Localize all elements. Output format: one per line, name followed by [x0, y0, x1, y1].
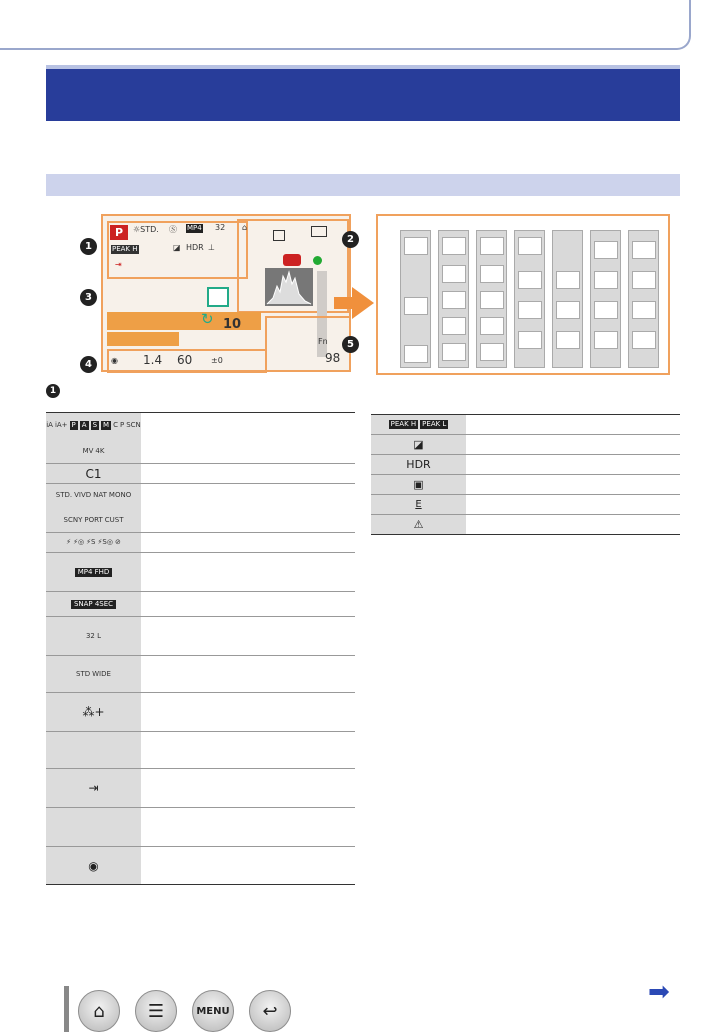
description-cell	[141, 484, 355, 532]
card-icon: ⇥	[115, 260, 122, 269]
table-row	[371, 495, 680, 515]
table-row	[371, 475, 680, 495]
mode-icon: M	[103, 421, 110, 429]
tab-icon	[480, 237, 504, 255]
area-3-strip-2	[107, 332, 179, 346]
icon-cell	[46, 847, 141, 884]
description-cell	[141, 732, 355, 768]
photo-style-icon: NAT	[93, 491, 107, 499]
mode-icon: iA+	[54, 421, 68, 429]
home-icon: ⌂	[93, 1000, 105, 1022]
shooting-icon: ◉	[111, 356, 118, 365]
hdr-icon: HDR	[406, 458, 431, 471]
tab-icon	[442, 265, 466, 283]
electronic-shutter-icon: E	[415, 499, 422, 510]
table-row	[46, 732, 355, 769]
icon-cell	[371, 415, 466, 434]
icon-cell	[46, 617, 141, 655]
arrow-shaft	[334, 297, 354, 309]
table-row	[46, 847, 355, 884]
mode-icon: A	[81, 421, 87, 429]
tab-icon	[480, 343, 504, 361]
left-icon-table	[46, 412, 355, 885]
aperture-value: 1.4	[143, 353, 163, 367]
shutter-value: 60	[177, 353, 193, 367]
flash-icon: Ⓢ	[169, 225, 177, 234]
tab-icon	[518, 331, 542, 349]
table-row	[371, 415, 680, 435]
photo-style-icon: MONO	[108, 491, 132, 499]
table-row	[46, 413, 355, 464]
icon-cell	[371, 515, 466, 534]
description-cell	[141, 693, 355, 731]
camera-icon: ◉	[88, 858, 99, 873]
tab-column-2	[438, 230, 469, 368]
flash-icon: ⚡◎	[73, 538, 85, 546]
flash-icon: ⚡	[66, 538, 72, 546]
list-icon: ☰	[147, 1000, 165, 1022]
tab-icon	[404, 345, 428, 363]
tab-icon	[518, 301, 542, 319]
table-row	[46, 592, 355, 617]
mode-icon: MV	[82, 447, 94, 455]
marker-5: 5	[342, 336, 359, 353]
tab-icon	[442, 291, 466, 309]
table-row	[46, 656, 355, 693]
page-header-frame	[0, 0, 691, 50]
tab-column-7	[628, 230, 659, 368]
tab-icon	[442, 237, 466, 255]
marker-3: 3	[80, 289, 97, 306]
icon-cell	[371, 455, 466, 474]
histogram	[265, 268, 313, 306]
std-icon: STD	[76, 669, 91, 678]
description-cell	[141, 769, 355, 807]
level-icon: ⊥	[208, 243, 215, 252]
mode-icon: P	[71, 421, 76, 429]
icon-cell	[46, 484, 141, 532]
next-page-button[interactable]	[648, 979, 670, 1005]
description-cell	[466, 415, 680, 434]
tab-icon	[518, 237, 542, 255]
tab-icon	[594, 241, 618, 259]
mode-icon: C	[113, 421, 118, 429]
contents-button[interactable]	[135, 990, 177, 1032]
icon-cell	[46, 693, 141, 731]
mode-icon: iA	[46, 421, 53, 429]
icon-cell	[46, 656, 141, 692]
tab-icon	[556, 301, 580, 319]
tab-icon	[442, 317, 466, 335]
battery-icon	[311, 226, 327, 237]
photo-style-icon: STD.	[55, 491, 73, 499]
icon-cell	[371, 435, 466, 454]
marker-2: 2	[342, 231, 359, 248]
icon-cell	[46, 732, 141, 768]
tab-icon	[480, 291, 504, 309]
snap-movie-icon: SNAP 4SEC	[71, 600, 116, 609]
table-row	[46, 553, 355, 592]
tab-icon	[594, 301, 618, 319]
exposure-value: ±0	[211, 356, 223, 365]
menu-button[interactable]	[192, 990, 234, 1032]
photo-style-icon: CUST	[104, 516, 124, 524]
photo-style-icon: PORT	[84, 516, 103, 524]
touch-tab-panel	[376, 214, 670, 375]
remaining-shots: 98	[325, 351, 341, 365]
mode-icon: P	[119, 421, 125, 429]
tab-column-4	[514, 230, 545, 368]
home-button[interactable]	[78, 990, 120, 1032]
fn-tab-label: Fn	[318, 337, 328, 346]
title-bar	[46, 65, 680, 121]
marker-1: 1	[80, 238, 97, 255]
highlight-icon: ◪	[173, 243, 181, 252]
icon-cell	[46, 769, 141, 807]
description-cell	[141, 533, 355, 552]
description-cell	[141, 808, 355, 846]
description-cell	[466, 455, 680, 474]
hdr-icon: HDR	[186, 243, 204, 252]
table-row	[371, 435, 680, 455]
description-cell	[466, 495, 680, 514]
icon-cell	[46, 464, 141, 483]
mode-p-icon: P	[110, 225, 128, 240]
flash-icon: ⚡S	[86, 538, 96, 546]
table-row	[371, 455, 680, 475]
tab-column-1	[400, 230, 431, 368]
tab-column-5	[552, 230, 583, 368]
photo-style-icon: VIVD	[74, 491, 92, 499]
icon-cell	[46, 808, 141, 846]
back-button[interactable]	[249, 990, 291, 1032]
description-cell	[141, 656, 355, 692]
table-row	[46, 484, 355, 533]
right-icon-table	[371, 414, 680, 535]
table-row	[46, 617, 355, 656]
description-cell	[466, 435, 680, 454]
tab-icon	[404, 267, 426, 283]
tab-column-3	[476, 230, 507, 368]
table-row	[371, 515, 680, 534]
tab-icon	[518, 271, 542, 289]
highlight-shadow-icon: ◪	[413, 438, 424, 451]
icon-cell	[371, 495, 466, 514]
tab-icon	[632, 271, 656, 289]
peak-high-icon: PEAK H	[390, 420, 417, 428]
mode-icon: 4K	[95, 447, 105, 455]
image-size-icon: 32	[215, 223, 226, 232]
drive-icon: ⌂	[242, 223, 248, 232]
picture-size-icon: 32 L	[85, 631, 102, 640]
self-timer-icon: ↻	[201, 310, 214, 328]
mode-icon: S	[92, 421, 98, 429]
tab-icon	[480, 265, 504, 283]
filter-icon: ⁂+	[82, 705, 105, 719]
overheat-icon: ⚠	[413, 518, 424, 531]
description-cell	[141, 553, 355, 591]
icon-cell	[46, 592, 141, 616]
tab-column-6	[590, 230, 621, 368]
table-row	[46, 464, 355, 484]
description-cell	[141, 847, 355, 884]
tab-icon	[594, 331, 618, 349]
description-cell	[141, 464, 355, 483]
flash-icon: ⚡S◎	[97, 538, 113, 546]
tab-icon	[556, 271, 580, 289]
self-timer-count: 10	[223, 317, 242, 332]
description-cell	[466, 515, 680, 534]
tab-icon	[404, 297, 428, 315]
icon-cell	[46, 553, 141, 591]
table-row	[46, 769, 355, 808]
arrow-head	[352, 287, 374, 319]
tab-icon	[480, 317, 504, 335]
description-cell	[141, 617, 355, 655]
icon-cell	[46, 533, 141, 552]
tab-icon	[632, 331, 656, 349]
tab-icon	[556, 331, 580, 349]
tab-icon	[404, 237, 428, 255]
table-row	[46, 693, 355, 732]
tab-icon	[632, 301, 656, 319]
custom-mode-icon: C1	[85, 466, 102, 481]
icon-cell	[371, 475, 466, 494]
tab-icon	[442, 343, 466, 361]
description-cell	[466, 475, 680, 494]
multi-exposure-icon: ▣	[413, 478, 424, 491]
peak-icon: PEAK H	[112, 245, 138, 253]
description-cell	[141, 592, 355, 616]
wide-icon: WIDE	[92, 669, 111, 678]
description-cell	[141, 413, 355, 463]
table-row	[46, 808, 355, 847]
card-icon: ⇥	[88, 781, 99, 795]
shot-icon	[273, 230, 285, 241]
tab-icon	[594, 271, 618, 289]
table-row	[46, 533, 355, 553]
screen-illustration	[101, 214, 351, 372]
photo-style-icon: ☼STD.	[133, 225, 159, 234]
rec-icon	[283, 254, 301, 266]
photo-style-icon: SCNY	[63, 516, 83, 524]
movie-format-icon: MP4	[187, 224, 202, 232]
tab-icon	[632, 241, 656, 259]
section-heading-bar	[46, 174, 680, 196]
nav-separator	[64, 986, 69, 1032]
back-icon: ↩	[262, 1000, 278, 1022]
movie-format-icon: MP4 FHD	[75, 568, 113, 577]
flash-off-icon: ⊘	[114, 538, 121, 546]
section-marker-1: 1	[46, 384, 60, 398]
icon-cell	[46, 413, 141, 463]
marker-4: 4	[80, 356, 97, 373]
focus-indicator-icon	[313, 256, 322, 265]
mode-icon: SCN	[126, 421, 141, 429]
menu-label: MENU	[196, 1005, 230, 1017]
af-area-icon	[207, 287, 229, 307]
peak-low-icon: PEAK L	[422, 420, 447, 428]
arrow-right-icon: ➡	[648, 977, 670, 1007]
